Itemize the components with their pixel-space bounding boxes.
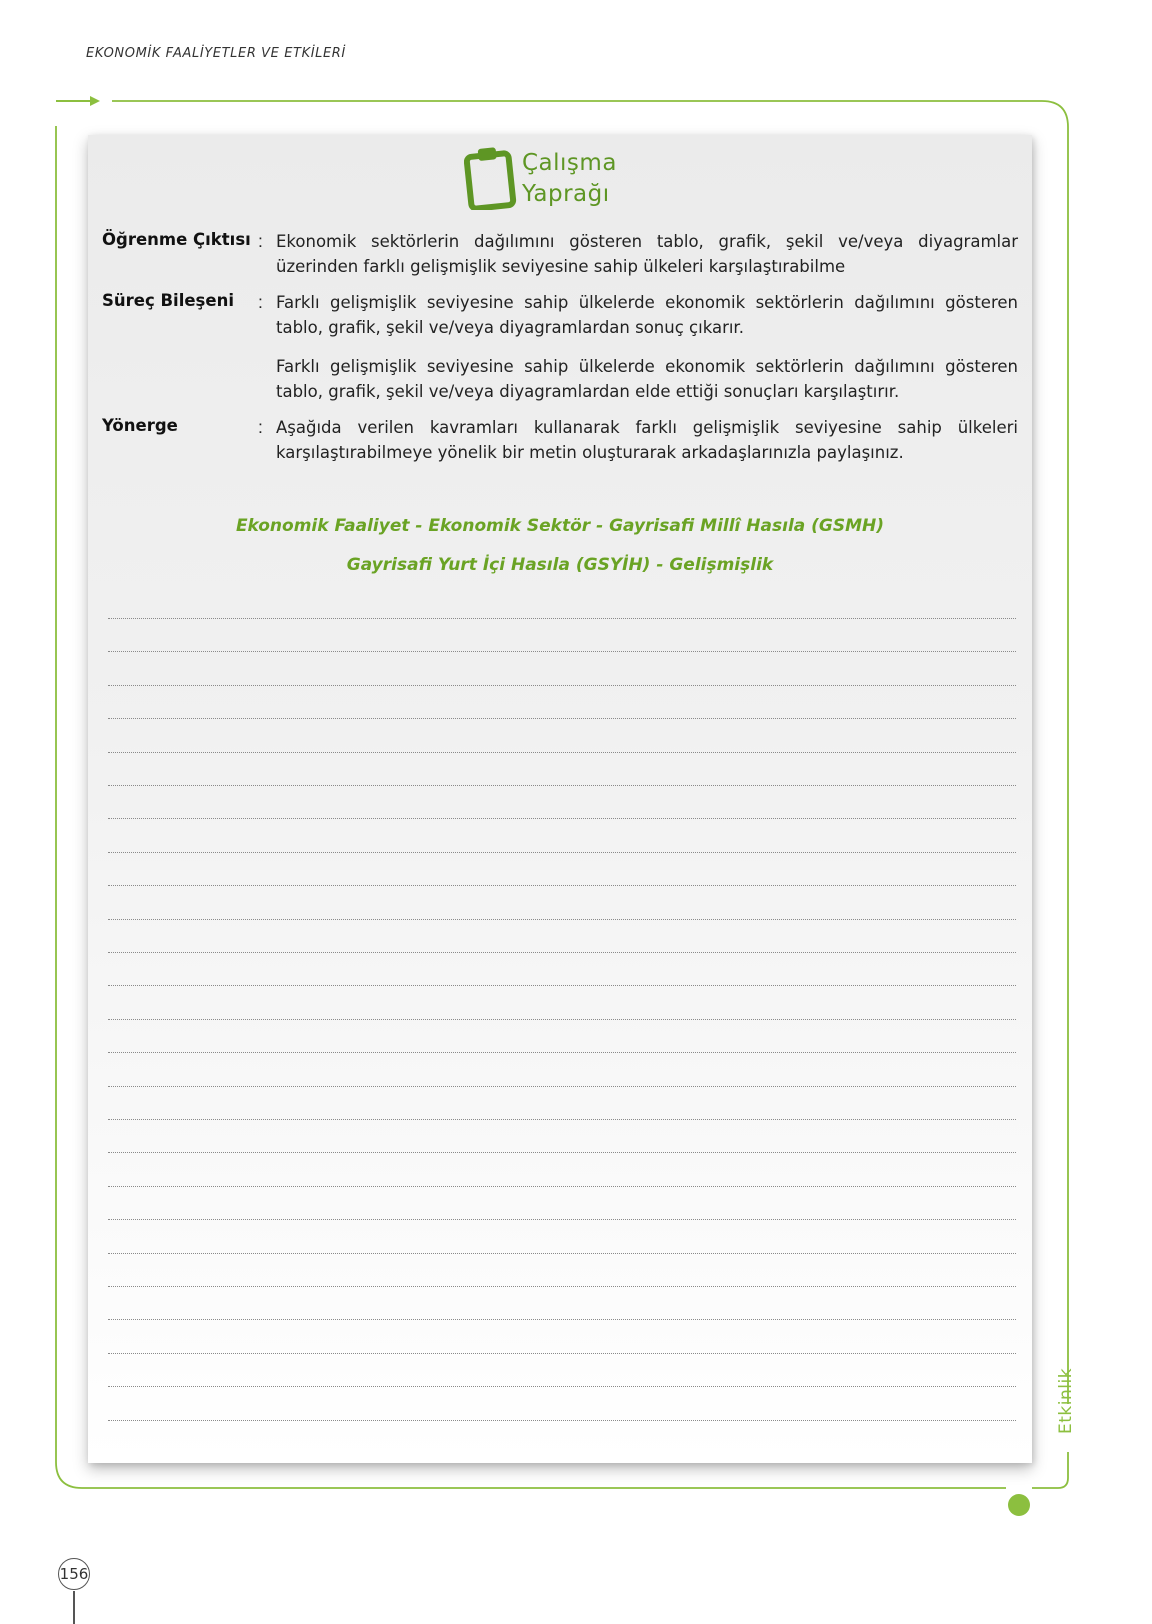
learning-outcome-text: Ekonomik sektörlerin dağılımını gösteren tablo, grafik, şekil ve/veya diyagramlar üzerinden farklı gelişmişlik seviyesine sahip ülkeleri karşılaştırabilme <box>276 232 1018 276</box>
writing-line[interactable] <box>108 885 1016 886</box>
concepts-line-2: Gayrisafi Yurt İçi Hasıla (GSYİH) - Gelişmişlik <box>346 555 774 575</box>
writing-line[interactable] <box>108 1353 1016 1354</box>
process-component-label: Süreç Bileşeni <box>102 291 234 310</box>
page-number: 156 <box>58 1558 90 1590</box>
running-title: EKONOMİK FAALİYETLER VE ETKİLERİ <box>86 46 346 61</box>
writing-line[interactable] <box>108 1286 1016 1287</box>
instruction-colon: : <box>258 417 263 437</box>
writing-line[interactable] <box>108 1219 1016 1220</box>
writing-line[interactable] <box>108 1119 1016 1120</box>
writing-line[interactable] <box>108 618 1016 619</box>
writing-line[interactable] <box>108 685 1016 686</box>
process-component-text-2: Farklı gelişmişlik seviyesine sahip ülkelerde ekonomik sektörlerin dağılımını gösteren tablo, grafik, şekil ve/veya diyagramlardan elde ettiği sonuçları karşılaştırır. <box>276 357 1018 401</box>
logo-title-line2: Yaprağı <box>522 181 610 207</box>
learning-outcome-label: Öğrenme Çıktısı <box>102 230 251 249</box>
writing-line[interactable] <box>108 1086 1016 1087</box>
writing-line[interactable] <box>108 1052 1016 1053</box>
writing-line[interactable] <box>108 651 1016 652</box>
writing-line[interactable] <box>108 718 1016 719</box>
process-component-colon: : <box>258 292 263 312</box>
writing-line[interactable] <box>108 1019 1016 1020</box>
clipboard-icon <box>464 146 518 210</box>
writing-line[interactable] <box>108 1152 1016 1153</box>
activity-side-label: Etkinlik <box>1056 1367 1076 1434</box>
writing-line[interactable] <box>108 818 1016 819</box>
writing-line[interactable] <box>108 985 1016 986</box>
page-number-tick <box>73 1591 75 1624</box>
writing-line[interactable] <box>108 1386 1016 1387</box>
writing-line[interactable] <box>108 919 1016 920</box>
concepts-line-1: Ekonomik Faaliyet - Ekonomik Sektör - Gayrisafi Millî Hasıla (GSMH) <box>235 516 885 536</box>
writing-line[interactable] <box>108 752 1016 753</box>
writing-line[interactable] <box>108 952 1016 953</box>
writing-line[interactable] <box>108 852 1016 853</box>
corner-dot-icon <box>1008 1494 1030 1516</box>
worksheet-logo <box>464 144 664 214</box>
writing-line[interactable] <box>108 1319 1016 1320</box>
writing-line[interactable] <box>108 1420 1016 1421</box>
writing-line[interactable] <box>108 1186 1016 1187</box>
process-component-text-1: Farklı gelişmişlik seviyesine sahip ülkelerde ekonomik sektörlerin dağılımını gösteren tablo, grafik, şekil ve/veya diyagramlardan sonuç çıkarır. <box>276 293 1018 337</box>
instruction-text: Aşağıda verilen kavramları kullanarak farklı gelişmişlik seviyesine sahip ülkeleri karşılaştırabilmeye yönelik bir metin oluşturarak arkadaşlarınızla paylaşınız. <box>276 418 1018 462</box>
instruction-label: Yönerge <box>102 416 178 435</box>
writing-line[interactable] <box>108 1253 1016 1254</box>
logo-title-line1: Çalışma <box>522 150 617 176</box>
writing-line[interactable] <box>108 785 1016 786</box>
learning-outcome-colon: : <box>258 231 263 251</box>
